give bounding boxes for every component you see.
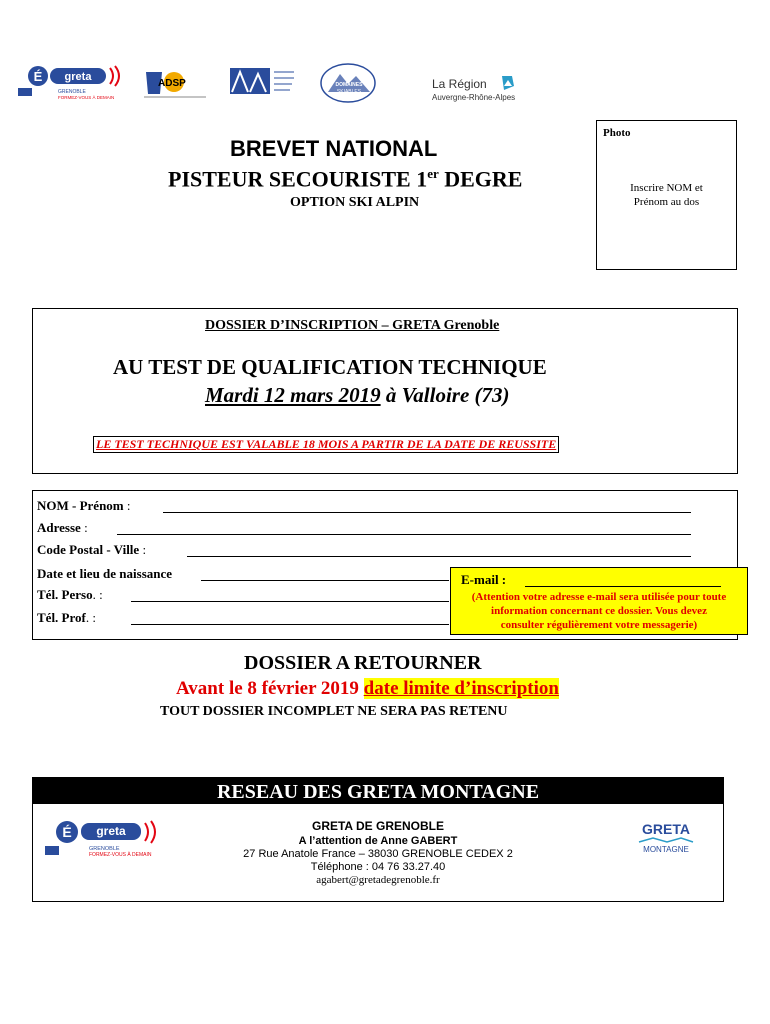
svg-text:GRETA: GRETA — [642, 821, 690, 837]
svg-text:GRENOBLE: GRENOBLE — [58, 89, 86, 95]
photo-box — [596, 120, 737, 270]
email-box — [450, 567, 748, 635]
email-label: E-mail : — [461, 572, 507, 587]
adresse-field[interactable] — [117, 534, 691, 535]
svg-text:SKIABLES: SKIABLES — [336, 89, 362, 95]
page-option: OPTION SKI ALPIN — [290, 195, 420, 210]
svg-text:FORMEZ-VOUS À DEMAIN: FORMEZ-VOUS À DEMAIN — [58, 95, 115, 100]
svg-text:ADSP: ADSP — [158, 78, 186, 89]
deadline-highlight: date limite d’inscription — [363, 678, 559, 699]
svg-text:MONTAGNE: MONTAGNE — [643, 845, 689, 854]
snte-logo — [226, 62, 298, 102]
deadline: Avant le 8 février 2019 date limite d’inscription — [176, 678, 559, 699]
svg-text:GRENOBLE: GRENOBLE — [89, 846, 120, 852]
svg-text:Auvergne-Rhône-Alpes: Auvergne-Rhône-Alpes — [432, 93, 516, 102]
cp-label: Code Postal - Ville : — [37, 542, 147, 557]
svg-text:É: É — [62, 824, 72, 840]
test-date: Mardi 12 mars 2019 à Valloire (73) — [205, 383, 510, 407]
email-note: (Attention votre adresse e-mail sera utilisée pour toute information concernant ce dossier. Vous devez consulter régulièrement votre messagerie) — [471, 591, 727, 631]
tel-prof-label: Tél. Prof. : — [37, 610, 96, 625]
contact-attention: A l’attention de Anne GABERT — [298, 835, 458, 847]
contact-address: 27 Rue Anatole France – 38030 GRENOBLE CEDEX 2 — [243, 848, 513, 860]
email-field[interactable] — [525, 586, 721, 587]
tel-prof-field[interactable] — [131, 624, 449, 625]
svg-text:La Région: La Région — [432, 77, 487, 91]
validity-notice: LE TEST TECHNIQUE EST VALABLE 18 MOIS A PARTIR DE LA DATE DE REUSSITE — [93, 436, 559, 453]
photo-instructions: Inscrire NOM et Prénom au dos — [630, 182, 703, 208]
domaines-skiables-logo — [318, 62, 380, 104]
reseau-section — [32, 777, 724, 902]
svg-text:FORMEZ-VOUS À DEMAIN: FORMEZ-VOUS À DEMAIN — [89, 852, 152, 858]
tel-perso-label: Tél. Perso. : — [37, 587, 103, 602]
dossier-title: DOSSIER D’INSCRIPTION – GRETA Grenoble — [205, 318, 500, 333]
page-subtitle: PISTEUR SECOURISTE 1er DEGRE — [168, 166, 523, 192]
adsp-logo — [140, 66, 210, 100]
reseau-title: RESEAU DES GRETA MONTAGNE — [216, 781, 540, 803]
dossier-section — [32, 308, 738, 474]
adresse-label: Adresse : — [37, 520, 88, 535]
contact-email[interactable]: agabert@gretadegrenoble.fr — [316, 874, 440, 886]
incomplete-notice: TOUT DOSSIER INCOMPLET NE SERA PAS RETENU — [160, 704, 508, 719]
tel-perso-field[interactable] — [131, 601, 449, 602]
test-title: AU TEST DE QUALIFICATION TECHNIQUE — [113, 355, 547, 379]
naissance-label: Date et lieu de naissance — [37, 566, 173, 581]
greta-grenoble-logo — [18, 64, 126, 100]
nom-label: NOM - Prénom : — [37, 498, 131, 513]
page-title: BREVET NATIONAL — [230, 136, 438, 161]
naissance-field[interactable] — [201, 580, 449, 581]
region-auvergne-rhone-alpes-logo — [430, 72, 534, 104]
svg-text:É: É — [33, 69, 43, 84]
svg-text:greta: greta — [96, 824, 126, 838]
svg-text:greta: greta — [64, 71, 92, 83]
svg-text:DOMAINES: DOMAINES — [335, 82, 363, 88]
contact-org: GRETA DE GRENOBLE — [311, 819, 444, 833]
photo-label: Photo — [603, 127, 631, 139]
nom-field[interactable] — [163, 512, 691, 513]
contact-phone: Téléphone : 04 76 33.27.40 — [310, 861, 446, 873]
greta-grenoble-logo — [45, 818, 163, 858]
return-title: DOSSIER A RETOURNER — [244, 652, 482, 674]
cp-field[interactable] — [187, 556, 691, 557]
greta-montagne-logo — [633, 820, 699, 858]
